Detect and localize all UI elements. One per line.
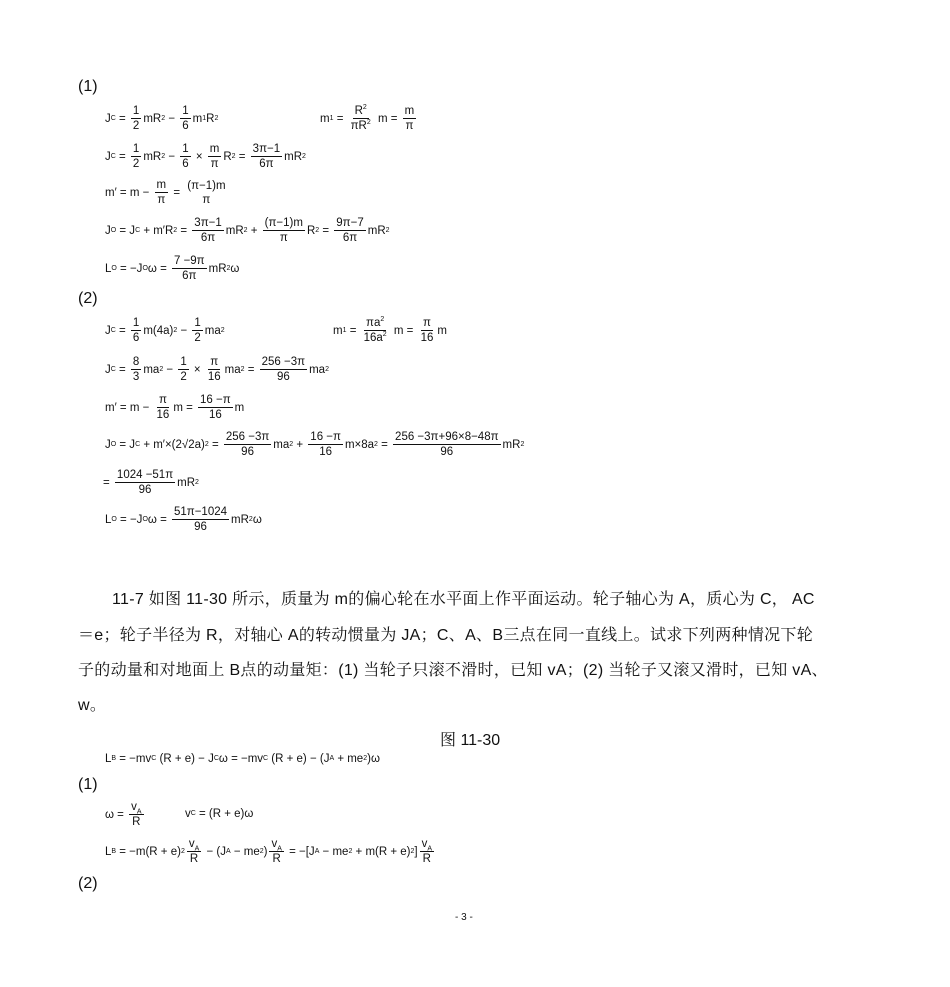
- fraction: [263, 216, 305, 245]
- eq-text: =: [333, 112, 347, 125]
- eq-text: =: [115, 324, 129, 337]
- denominator: 2: [180, 371, 187, 383]
- eq-text: L: [105, 845, 112, 858]
- fraction: [362, 316, 389, 345]
- numerator: π: [423, 317, 431, 329]
- eq-text: m =: [374, 112, 401, 125]
- denominator: 16: [156, 409, 170, 421]
- numerator: 3π−1: [252, 143, 281, 155]
- eq-text: =: [177, 224, 191, 237]
- eq-text: m′ = m −: [105, 401, 153, 414]
- eq-text: R: [223, 150, 232, 163]
- denominator: 96: [138, 484, 152, 496]
- numerator: 256 −3π: [261, 356, 306, 368]
- eq-text: mR: [143, 150, 162, 163]
- denominator: 6π: [259, 158, 274, 170]
- eq-text: =: [115, 150, 129, 163]
- denominator: R: [272, 853, 281, 865]
- eq-text: L: [105, 513, 112, 526]
- equation-vc: v C = (R + e)ω: [185, 808, 254, 820]
- answer-part-label-2: (2): [78, 875, 98, 892]
- denominator: 6: [182, 120, 189, 132]
- fraction: [192, 316, 202, 345]
- part-label-2: (2): [78, 290, 98, 307]
- eq-text: v: [188, 838, 195, 850]
- denominator: 96: [194, 521, 207, 533]
- fraction: [334, 216, 365, 245]
- eq-text: ω =: [147, 262, 170, 275]
- answer-part-label-1: (1): [78, 776, 98, 793]
- fraction: [208, 142, 222, 171]
- eq-text: = −mv: [116, 753, 152, 765]
- denominator: 16: [420, 332, 434, 344]
- denominator: [362, 331, 389, 345]
- eq-text: −: [165, 112, 179, 125]
- numerator: 1: [194, 317, 201, 329]
- eq-text: +: [247, 224, 261, 237]
- equation-m-prime-2: [105, 393, 244, 422]
- fraction: [172, 254, 207, 283]
- equation-jc-1: J C = $\frac{1}{2}$ mR 2 − $\frac{1}{6}$ m 1 R 2: [105, 105, 219, 132]
- eq-text: +: [293, 438, 307, 451]
- equation-jc-2: J C = $\frac{1}{2}$ mR 2 − $\frac{1}{6}$ × $\frac{m}{\pi}$ R 2 = $\frac{3\pi-1}{6\pi}$ mR 2: [105, 143, 306, 170]
- fraction: [419, 316, 436, 345]
- eq-text: L: [105, 753, 112, 765]
- eq-text: v: [421, 838, 428, 850]
- equation-omega: [105, 800, 146, 829]
- eq-sup: 2: [362, 104, 367, 112]
- eq-text: − me: [319, 845, 349, 858]
- eq-text: = −J: [116, 513, 143, 526]
- eq-text: =: [244, 363, 258, 376]
- denominator: 2: [132, 120, 140, 132]
- eq-text: m: [437, 324, 447, 337]
- eq-sup: 2: [366, 119, 371, 127]
- fraction: [131, 104, 141, 133]
- fraction: [178, 355, 188, 384]
- numerator: (π−1)m: [264, 217, 303, 229]
- fraction: [172, 505, 229, 534]
- denominator: π: [202, 193, 211, 206]
- fraction: [393, 430, 501, 459]
- fraction: [131, 316, 141, 345]
- eq-text: m′ = m −: [105, 186, 153, 199]
- equation-lb-general: L B = −mv C (R + e) − J C ω = −mv C (R + e) − (J A + me 2 )ω: [105, 753, 380, 765]
- part-label-1: (1): [78, 78, 98, 95]
- numerator: 1: [132, 317, 140, 329]
- fraction: [260, 355, 307, 384]
- eq-text: ): [263, 845, 268, 858]
- numerator: 7 −9π: [173, 255, 205, 267]
- denominator: 96: [241, 446, 254, 458]
- eq-text: ω: [252, 513, 262, 526]
- numerator: [129, 800, 143, 815]
- eq-sub: A: [277, 845, 282, 853]
- numerator: 9π−7: [336, 217, 364, 229]
- denominator: 2: [194, 332, 201, 344]
- denominator: π: [157, 194, 166, 206]
- equation-m1-1: m 1 = $\frac{R^2}{\pi R^2}$ m = $\frac{m}{\pi}$: [320, 104, 415, 132]
- fraction: [115, 468, 175, 497]
- eq-sub: A: [136, 808, 142, 816]
- numerator: 16 −π: [200, 394, 231, 406]
- denominator: 96: [440, 446, 454, 458]
- denominator: π: [279, 232, 288, 244]
- eq-sup: 2: [382, 331, 387, 339]
- fraction: [206, 355, 223, 384]
- figure-caption: 图 11-30: [440, 732, 501, 749]
- eq-text: m(4a): [143, 324, 174, 337]
- eq-text: = (R + e)ω: [195, 808, 254, 820]
- fraction: [131, 355, 141, 384]
- fraction: [192, 216, 223, 245]
- eq-text: ma: [224, 363, 241, 376]
- numerator: m: [209, 143, 220, 155]
- equation-jo-2: J O = J C + m′×(2√2a) 2 = $\frac{256 -3\pi}{96}$ ma 2 + $\frac{16 -\pi}{16}$ m×8a 2 = $\frac{256 -3\pi+96\times 8-48\pi}{96}$ mR 2: [105, 431, 525, 458]
- eq-text: R: [206, 112, 215, 125]
- eq-text: m×8a: [344, 438, 375, 451]
- eq-text: ω: [230, 262, 240, 275]
- equation-jo-1: J O = J C + m′R 2 = $\frac{3\pi-1}{6\pi}$ mR 2 + $\frac{(\pi-1)m}{\pi}$ R 2 = $\frac{9\pi-7}{6\pi}$ mR 2: [105, 217, 390, 244]
- eq-text: ω =: [105, 808, 128, 821]
- eq-text: − me: [230, 845, 260, 858]
- fraction: [131, 142, 141, 171]
- fraction: [185, 179, 227, 207]
- numerator: m: [156, 179, 167, 191]
- numerator: 256 −3π: [225, 431, 270, 443]
- denominator: R: [132, 816, 141, 828]
- numerator: [420, 837, 434, 852]
- equation-jc-4: J C = $\frac{8}{3}$ ma 2 − $\frac{1}{2}$ × $\frac{\pi}{16}$ ma 2 = $\frac{256 -3\pi}{96}$ ma 2: [105, 356, 329, 383]
- numerator: 1: [132, 105, 140, 117]
- numerator: π: [210, 356, 219, 368]
- denominator: 6: [182, 158, 189, 170]
- eq-text: R: [306, 224, 316, 237]
- denominator: 16: [208, 409, 222, 421]
- numerator: 16 −π: [310, 431, 341, 443]
- denominator: 16: [319, 446, 333, 458]
- denominator: R: [189, 853, 199, 865]
- denominator: [349, 119, 373, 133]
- eq-text: mR: [231, 513, 249, 526]
- numerator: 8: [132, 356, 140, 368]
- eq-text: = −[J: [285, 845, 315, 858]
- eq-text: mR: [284, 150, 303, 163]
- eq-text: =: [208, 438, 222, 451]
- numerator: [364, 316, 386, 331]
- eq-text: =: [103, 476, 113, 489]
- eq-text: v: [185, 808, 191, 820]
- fraction: [155, 178, 169, 207]
- numerator: [353, 104, 369, 119]
- fraction: [198, 393, 233, 422]
- eq-text: =: [170, 186, 184, 199]
- eq-text: mR: [225, 224, 244, 237]
- fraction: [349, 104, 373, 133]
- eq-text: ×: [190, 363, 204, 376]
- eq-sub: A: [427, 845, 433, 853]
- page-number: - 3 -: [455, 912, 473, 923]
- denominator: 6: [132, 332, 140, 344]
- numerator: 1024 −51π: [116, 469, 174, 481]
- numerator: 3π−1: [194, 217, 222, 229]
- eq-text: mR: [502, 438, 521, 451]
- eq-text: = −m(R + e): [116, 845, 181, 858]
- eq-text: ma: [309, 363, 326, 376]
- eq-text: J: [105, 363, 111, 376]
- denominator: π: [210, 158, 219, 170]
- numerator: 1: [182, 143, 189, 155]
- eq-text: + m′R: [140, 224, 174, 237]
- eq-text: (R + e) − (J: [268, 753, 330, 765]
- fraction: [155, 393, 172, 422]
- eq-text: + m(R + e): [352, 845, 411, 858]
- eq-text: =: [235, 150, 249, 163]
- eq-text: =: [319, 224, 333, 237]
- eq-sup: 2: [380, 316, 385, 324]
- eq-text: L: [105, 262, 112, 275]
- denominator: R: [422, 853, 431, 865]
- eq-text: J: [105, 224, 111, 237]
- eq-text: mR: [143, 112, 162, 125]
- denominator: 2: [132, 158, 140, 170]
- denominator: π: [405, 120, 414, 132]
- numerator: [269, 837, 283, 852]
- equation-jo-2-cont: = $\frac{1024 -51\pi}{96}$ mR 2: [103, 469, 199, 496]
- fraction: [269, 837, 283, 866]
- eq-sub: A: [194, 845, 200, 853]
- fraction: [129, 800, 143, 829]
- eq-text: πR: [350, 120, 367, 132]
- numerator: 256 −3π+96×8−48π: [395, 431, 499, 443]
- numerator: 51π−1024: [173, 506, 228, 518]
- eq-text: ω =: [147, 513, 170, 526]
- eq-text: + me: [334, 753, 364, 765]
- eq-text: m =: [173, 401, 197, 414]
- eq-text: =: [115, 363, 129, 376]
- fraction: [180, 104, 190, 133]
- eq-text: + m′×(2√2a): [140, 438, 205, 451]
- eq-text: m =: [390, 324, 417, 337]
- denominator: 3: [132, 371, 140, 383]
- numerator: m: [404, 105, 415, 117]
- denominator: 6π: [342, 232, 358, 244]
- eq-text: = −J: [116, 262, 143, 275]
- denominator: 16: [207, 371, 221, 383]
- eq-text: −: [177, 324, 191, 337]
- problem-line-2: ＝e；轮子半径为 R，对轴心 A的转动惯量为 JA；C、A、B三点在同一直线上。试求下列两种情况下轮: [78, 627, 814, 644]
- equation-m1-2: m 1 = $\frac{\pi a^2}{16a^2}$ m = $\frac{\pi}{16}$ m: [333, 316, 447, 344]
- problem-line-1: 11-7 如图 11-30 所示，质量为 m的偏心轮在水平面上作平面运动。轮子轴心为 A，质心为 C， AC: [112, 591, 815, 608]
- equation-lo-1: L O = −J O ω = $\frac{7 -9\pi}{6\pi}$ mR 2 ω: [105, 255, 240, 282]
- equation-jc-3: J C = $\frac{1}{6}$ m(4a) 2 − $\frac{1}{2}$ ma 2: [105, 317, 225, 344]
- eq-text: v: [271, 838, 278, 850]
- eq-text: − (J: [203, 845, 226, 858]
- numerator: 1: [132, 143, 140, 155]
- eq-text: −: [165, 150, 179, 163]
- eq-text: mR: [367, 224, 386, 237]
- eq-text: ω = −mv: [218, 753, 264, 765]
- numerator: 1: [182, 105, 189, 117]
- eq-text: m: [320, 112, 330, 125]
- eq-text: J: [105, 150, 111, 163]
- eq-text: ma: [204, 324, 221, 337]
- numerator: π: [158, 394, 167, 406]
- eq-text: mR: [208, 262, 227, 275]
- problem-line-4: w。: [78, 697, 107, 714]
- eq-text: ma: [273, 438, 290, 451]
- eq-text: =: [346, 324, 360, 337]
- eq-text: v: [131, 801, 137, 813]
- eq-text: =: [115, 112, 129, 125]
- eq-text: = J: [116, 224, 136, 237]
- numerator: (π−1)m: [187, 179, 226, 192]
- denominator: 96: [276, 371, 290, 383]
- eq-text: )ω: [367, 753, 380, 765]
- fraction: [224, 430, 271, 459]
- equation-m-prime-1: [105, 178, 230, 207]
- fraction: [251, 142, 282, 171]
- equation-lo-2: L O = −J O ω = $\frac{51\pi-1024}{96}$ mR 2 ω: [105, 506, 262, 533]
- eq-text: R: [354, 105, 363, 117]
- eq-text: = J: [116, 438, 136, 451]
- equation-lb-case1: L B = −m(R + e) 2 $\frac{v_A}{R}$ − (J A − me 2 ) $\frac{v_A}{R}$ = −[J A − me 2 + m(R + e) 2 ] $\frac{v_A}{R}$: [105, 838, 433, 865]
- fraction: [403, 104, 417, 133]
- eq-text: J: [105, 112, 111, 125]
- eq-text: 16a: [363, 332, 383, 344]
- eq-text: m: [234, 401, 245, 414]
- eq-text: J: [105, 438, 111, 451]
- eq-text: −: [163, 363, 177, 376]
- problem-line-3: 子的动量和对地面上 B点的动量矩：(1) 当轮子只滚不滑时，已知 vA；(2) 当轮子又滚又滑时，已知 vA、: [78, 662, 828, 679]
- eq-text: (R + e) − J: [156, 753, 214, 765]
- eq-text: =: [377, 438, 392, 451]
- numerator: [187, 837, 201, 852]
- numerator: 1: [180, 356, 187, 368]
- eq-text: ]: [414, 845, 418, 858]
- fraction: [308, 430, 343, 459]
- eq-text: πa: [366, 317, 381, 329]
- eq-text: m: [333, 324, 343, 337]
- eq-text: mR: [177, 476, 196, 489]
- fraction: [187, 837, 201, 866]
- fraction: [180, 142, 190, 171]
- eq-text: ma: [143, 363, 160, 376]
- eq-text: ×: [192, 150, 206, 163]
- eq-text: J: [105, 324, 111, 337]
- eq-text: m: [192, 112, 203, 125]
- denominator: 6π: [200, 232, 216, 244]
- denominator: 6π: [182, 270, 197, 282]
- fraction: [420, 837, 434, 866]
